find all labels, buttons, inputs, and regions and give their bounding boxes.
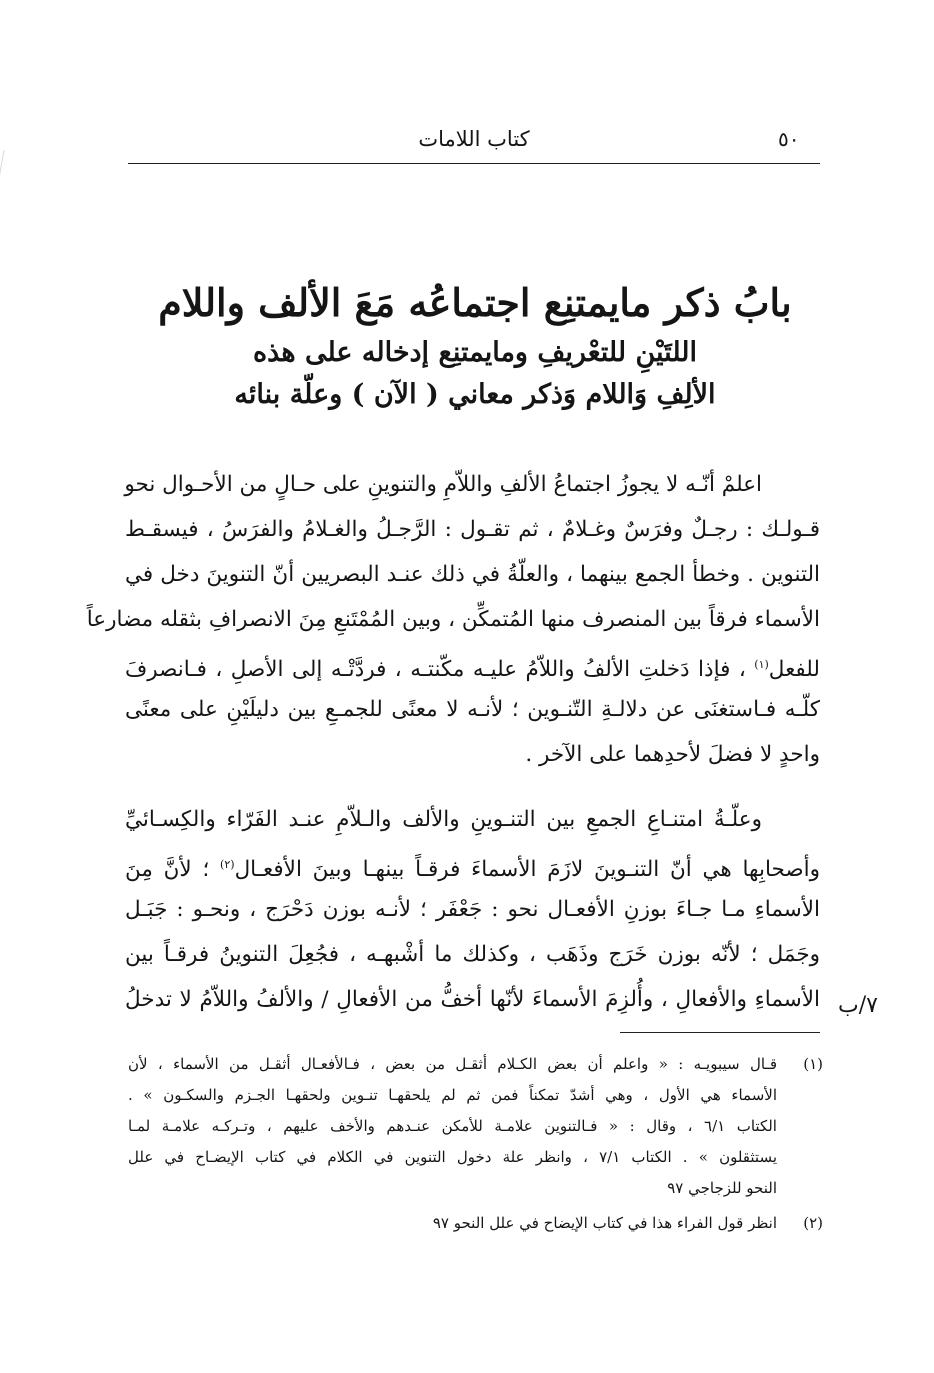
text-line: قـولـك : رجـلٌ وفرَسٌ وغـلامٌ ، ثم تقـول : الرَّجـلُ والغـلامُ والفرَسُ ، فيسقـط [125, 517, 820, 542]
text-segment: ، فإذا دَخلتِ الألفُ واللاّمُ عليـه مكّنتـه ، فردَّتْـه إلى الأصلِ ، فـانصرفَ [125, 657, 746, 683]
scan-edge-mark [0, 150, 15, 190]
footnote-line: انظر قول الفراء هذا في كتاب الإيضاح في علل النحو ٩٧ [432, 1214, 777, 1232]
footnote-number: (١) [803, 1055, 823, 1073]
footnote-line: النحو للزجاجي ٩٧ [667, 1179, 777, 1197]
text-segment: وأصحابِها هي أنّ التنـوينَ لازَمَ الأسماءَ فرقـاً بينهـا وبينَ الأفعـال [234, 857, 820, 883]
paragraph-1 [86, 462, 820, 777]
text-line: واحدٍ لا فضلَ لأحدِهما على الآخر . [525, 742, 820, 767]
chapter-title [150, 274, 800, 416]
footnote-line: يستثقلون » . الكتاب ٧/١ ، وانظر علة دخول التنوين في الكلام في كتاب الإيضـاح في علل [128, 1148, 777, 1166]
main-text [86, 462, 821, 1022]
footnotes [128, 1049, 823, 1239]
text-segment: للفعل [768, 657, 820, 683]
text-line: وعلّـةُ امتنـاعِ الجمعِ بين التنـوينِ والألف والـلاّمِ عنـد الفَرّاء والكِسـائيِّ [125, 807, 762, 832]
footnote-1 [128, 1049, 823, 1204]
text-line: الأسماءِ مـا جـاءَ بوزنِ الأفعـال نحو : جَعْفَر ؛ لأنـه بوزن دَحْرَج ، ونحـو : جَبَـل [125, 897, 820, 922]
paragraph-2 [125, 797, 820, 1022]
chapter-title-line-2: اللتَيْنِ للتعْريفِ ومايمتنِع إدخاله على هذه [253, 337, 697, 368]
running-title: كتاب اللامات [418, 127, 530, 151]
chapter-title-line-1: بابُ ذكر مايمتنِع اجتماعُه مَعَ الألف واللام [158, 280, 792, 325]
footnote-2 [128, 1208, 823, 1239]
text-line: الأسماءِ والأفعالِ ، وأُلزِمَ الأسماءَ لأنّها أخفُّ من الأفعالِ / والألفُ واللاّمُ لا تدخلُ [125, 987, 821, 1012]
text-line: وجَمَل ؛ لأنّه بوزن خَرَج وذَهَب ، وكذلك ما أشْبهـه ، فجُعِلَ التنوينُ فرقـاً بين [125, 942, 820, 967]
footnote-text [128, 1049, 789, 1204]
page-number: ٥٠ [778, 127, 800, 151]
footnote-line: الكتاب ٦/١ ، وقال : « فـالتنوين علامـة للأمكن عنـدهم والأخف عليهم ، وتـركـه علامـة لمـا [128, 1117, 777, 1135]
text-line: اعلمْ أنّـه لا يجوزُ اجتماعُ الألفِ واللاّمِ والتنوينِ على حـالٍ من الأحـوال نحو [124, 472, 762, 497]
footnote-ref-2: (٢) [220, 858, 235, 871]
footnote-text [128, 1208, 789, 1239]
text-line [125, 842, 820, 887]
text-line: التنوين . وخطأ الجمع بينهما ، والعلّةُ في ذلك عنـد البصريين أنّ التنوينَ دخل في [125, 562, 820, 587]
footnote-separator [620, 1032, 820, 1033]
footnote-number: (٢) [803, 1214, 823, 1232]
chapter-title-line-3: الألِفِ وَاللام وَذكر معاني ( الآن ) وعلّة بنائه [234, 379, 716, 410]
text-segment: ؛ لأنَّ مِنَ [125, 857, 210, 883]
manuscript-folio-marker: ٧/ب [838, 993, 878, 1018]
text-line: كلّـه فـاستغنَى عن دلالـةِ التّنـوين ؛ لأنـه لا معنًى للجمـعِ بين دليلَيْنِ على معنًى [125, 697, 820, 722]
footnote-line: قـال سيبويـه : « واعلم أن بعض الكـلام أثقـل من بعض ، فـالأفعـال أثقـل من الأسماء ، لأن [128, 1055, 777, 1073]
page-header [128, 118, 820, 164]
header-rule [128, 163, 820, 164]
text-line: الأسماء فرقاً بين المنصرف منها المُتمكِّن ، وبين المُمْتَنعِ مِنَ الانصرافِ بثقله مضارعاً [86, 607, 820, 632]
footnote-line: الأسماء هي الأول ، وهي أشدّ تمكناً فمن ثم لم يلحقهـا تنـوين ولحقهـا الجـزم والسكـون » . [128, 1086, 777, 1104]
text-line [125, 642, 820, 687]
footnote-ref-1: (١) [754, 658, 769, 671]
